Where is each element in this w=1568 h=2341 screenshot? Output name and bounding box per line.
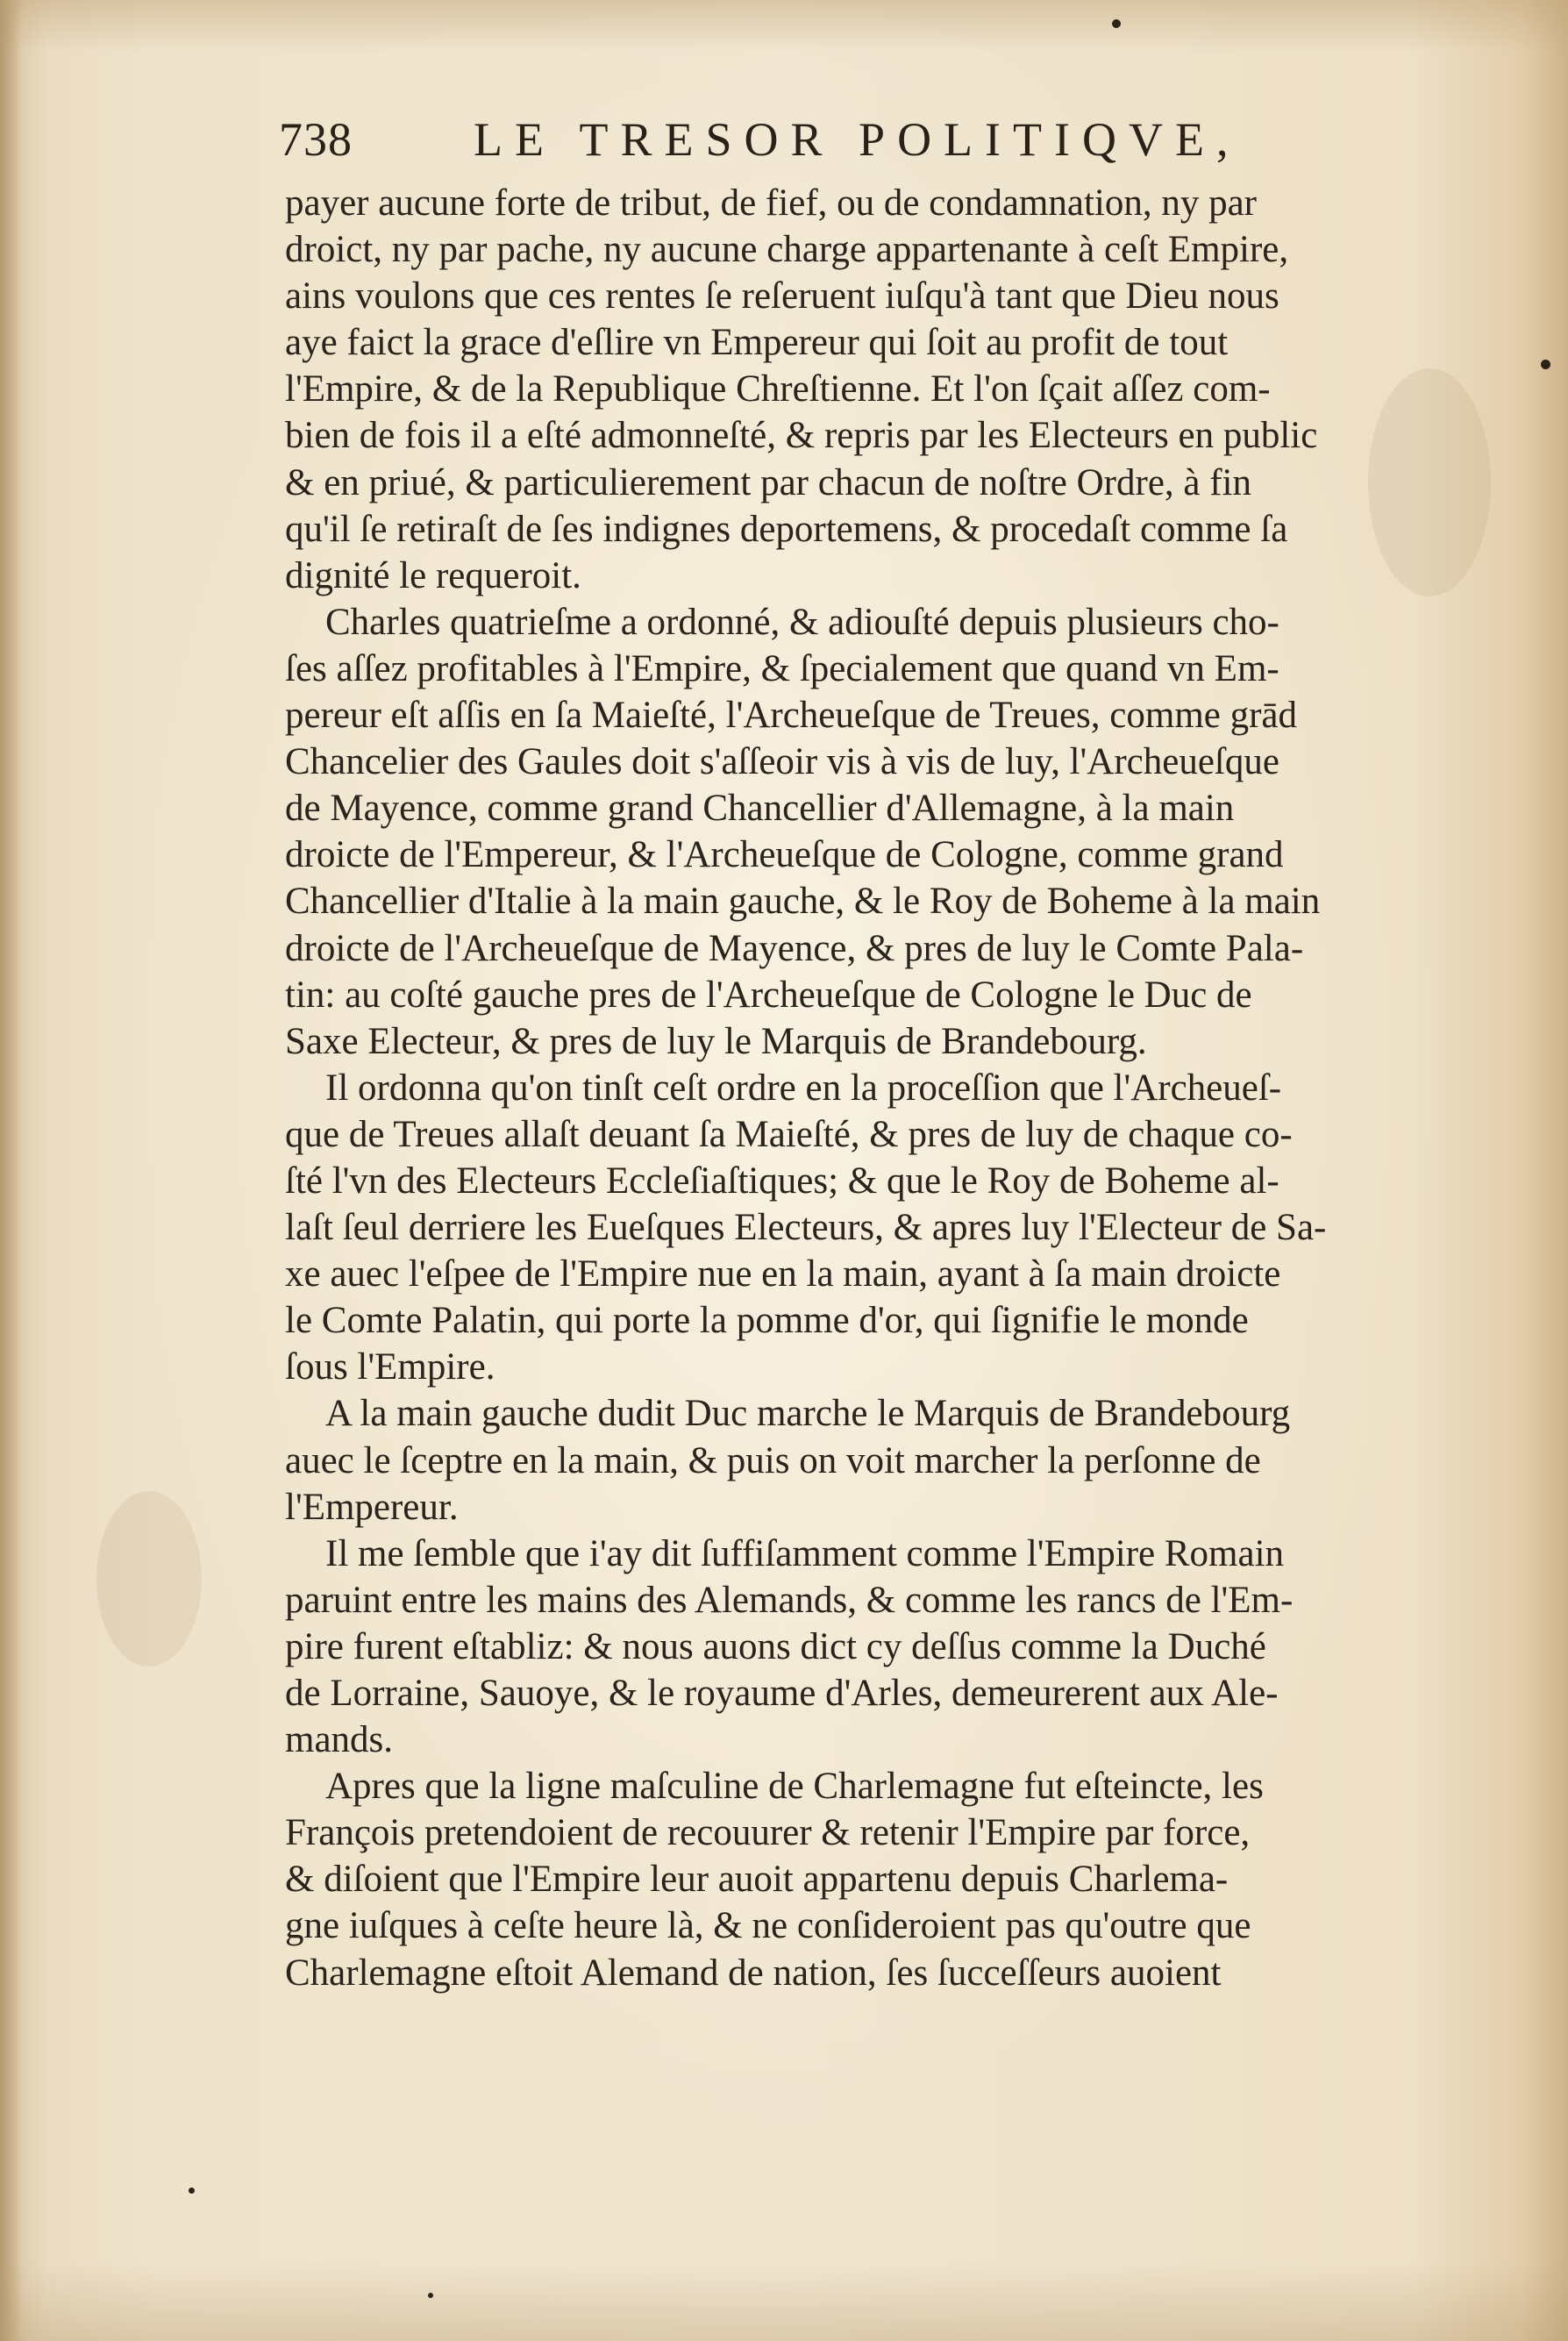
- ink-speck: [428, 2293, 433, 2298]
- page-header: [279, 112, 1340, 174]
- text-line: & en priué, & particulierement par chacun de noſtre Ordre, à fin: [285, 461, 1252, 503]
- text-line: Chancellier d'Italie à la main gauche, & le Roy de Boheme à la main: [285, 881, 1321, 923]
- text-line: ſous l'Empire.: [285, 1346, 495, 1388]
- text-line: dignité le requeroit.: [285, 554, 581, 596]
- text-line: gne iuſques à ceſte heure là, & ne conſideroient pas qu'outre que: [285, 1905, 1251, 1947]
- text-line: Chancelier des Gaules doit s'aſſeoir vis à vis de luy, l'Archeueſque: [285, 741, 1279, 783]
- text-line: tin: au coſté gauche pres de l'Archeueſque de Cologne le Duc de: [285, 974, 1252, 1016]
- ink-speck: [189, 2188, 195, 2194]
- text-line: droict, ny par pache, ny aucune charge appartenante à ceſt Empire,: [285, 229, 1289, 271]
- text-line: Saxe Electeur, & pres de luy le Marquis de Brandebourg.: [285, 1020, 1147, 1062]
- text-line: paruint entre les mains des Alemands, & comme les rancs de l'Em-: [285, 1579, 1294, 1621]
- ink-speck: [1541, 360, 1550, 369]
- page-gutter-shadow: [0, 0, 23, 2341]
- text-line: mands.: [285, 1719, 394, 1761]
- text-line: l'Empire, & de la Republique Chreſtienne. Et l'on ſçait aſſez com-: [285, 368, 1271, 410]
- text-line: le Comte Palatin, qui porte la pomme d'or, qui ſignifie le monde: [285, 1300, 1249, 1342]
- text-line: droicte de l'Empereur, & l'Archeueſque de Cologne, comme grand: [285, 834, 1284, 876]
- page-bottom-shadow: [0, 2262, 1568, 2341]
- text-line: auec le ſceptre en la main, & puis on voit marcher la perſonne de: [285, 1439, 1261, 1481]
- text-line: Il ordonna qu'on tinſt ceſt ordre en la proceſſion que l'Archeueſ-: [325, 1067, 1282, 1109]
- running-title: LE TRESOR POLITIQVE,: [474, 113, 1241, 166]
- text-line: droicte de l'Archeueſque de Mayence, & pres de luy le Comte Pala-: [285, 927, 1304, 969]
- ink-speck: [1112, 19, 1121, 28]
- text-line: & diſoient que l'Empire leur auoit appartenu depuis Charlema-: [285, 1859, 1229, 1901]
- text-line: A la main gauche dudit Duc marche le Marquis de Brandebourg: [325, 1393, 1291, 1435]
- page-number: 738: [279, 113, 353, 166]
- text-line: de Mayence, comme grand Chancellier d'Allemagne, à la main: [285, 788, 1235, 830]
- body-text: [285, 180, 1451, 1996]
- text-line: ains voulons que ces rentes ſe reſeruent iuſqu'à tant que Dieu nous: [285, 275, 1279, 318]
- text-line: aye faict la grace d'eſlire vn Empereur qui ſoit au profit de tout: [285, 322, 1229, 364]
- text-line: pire furent eſtabliz: & nous auons dict cy deſſus comme la Duché: [285, 1625, 1266, 1667]
- text-line: Il me ſemble que i'ay dit ſuffiſamment comme l'Empire Romain: [325, 1532, 1285, 1574]
- text-line: Charles quatrieſme a ordonné, & adiouſté depuis plusieurs cho-: [325, 601, 1279, 643]
- text-line: l'Empereur.: [285, 1486, 459, 1528]
- paper-stain: [96, 1491, 202, 1667]
- text-line: payer aucune forte de tribut, de fief, ou de condamnation, ny par: [285, 182, 1258, 224]
- page-top-shadow: [0, 0, 1568, 53]
- text-line: que de Treues allaſt deuant ſa Maieſté, & pres de luy de chaque co-: [285, 1113, 1293, 1155]
- text-line: xe auec l'eſpee de l'Empire nue en la main, ayant à ſa main droicte: [285, 1253, 1281, 1295]
- text-line: pereur eſt aſſis en ſa Maieſté, l'Archeueſque de Treues, comme grād: [285, 695, 1298, 737]
- text-line: ſté l'vn des Electeurs Eccleſiaſtiques; & que le Roy de Boheme al-: [285, 1160, 1279, 1202]
- text-line: ſes aſſez profitables à l'Empire, & ſpecialement que quand vn Em-: [285, 647, 1279, 689]
- text-line: Charlemagne eſtoit Alemand de nation, ſes ſucceſſeurs auoient: [285, 1952, 1222, 1994]
- text-line: laſt ſeul derriere les Eueſques Electeurs, & apres luy l'Electeur de Sa-: [285, 1207, 1327, 1249]
- text-line: bien de fois il a eſté admonneſté, & repris par les Electeurs en public: [285, 415, 1318, 457]
- text-line: de Lorraine, Sauoye, & le royaume d'Arles, demeurerent aux Ale-: [285, 1673, 1279, 1714]
- text-line: François pretendoient de recouurer & retenir l'Empire par force,: [285, 1812, 1251, 1854]
- text-line: qu'il ſe retiraſt de ſes indignes deportemens, & procedaſt comme ſa: [285, 508, 1288, 550]
- text-line: Apres que la ligne maſculine de Charlemagne fut eſteincte, les: [325, 1766, 1264, 1808]
